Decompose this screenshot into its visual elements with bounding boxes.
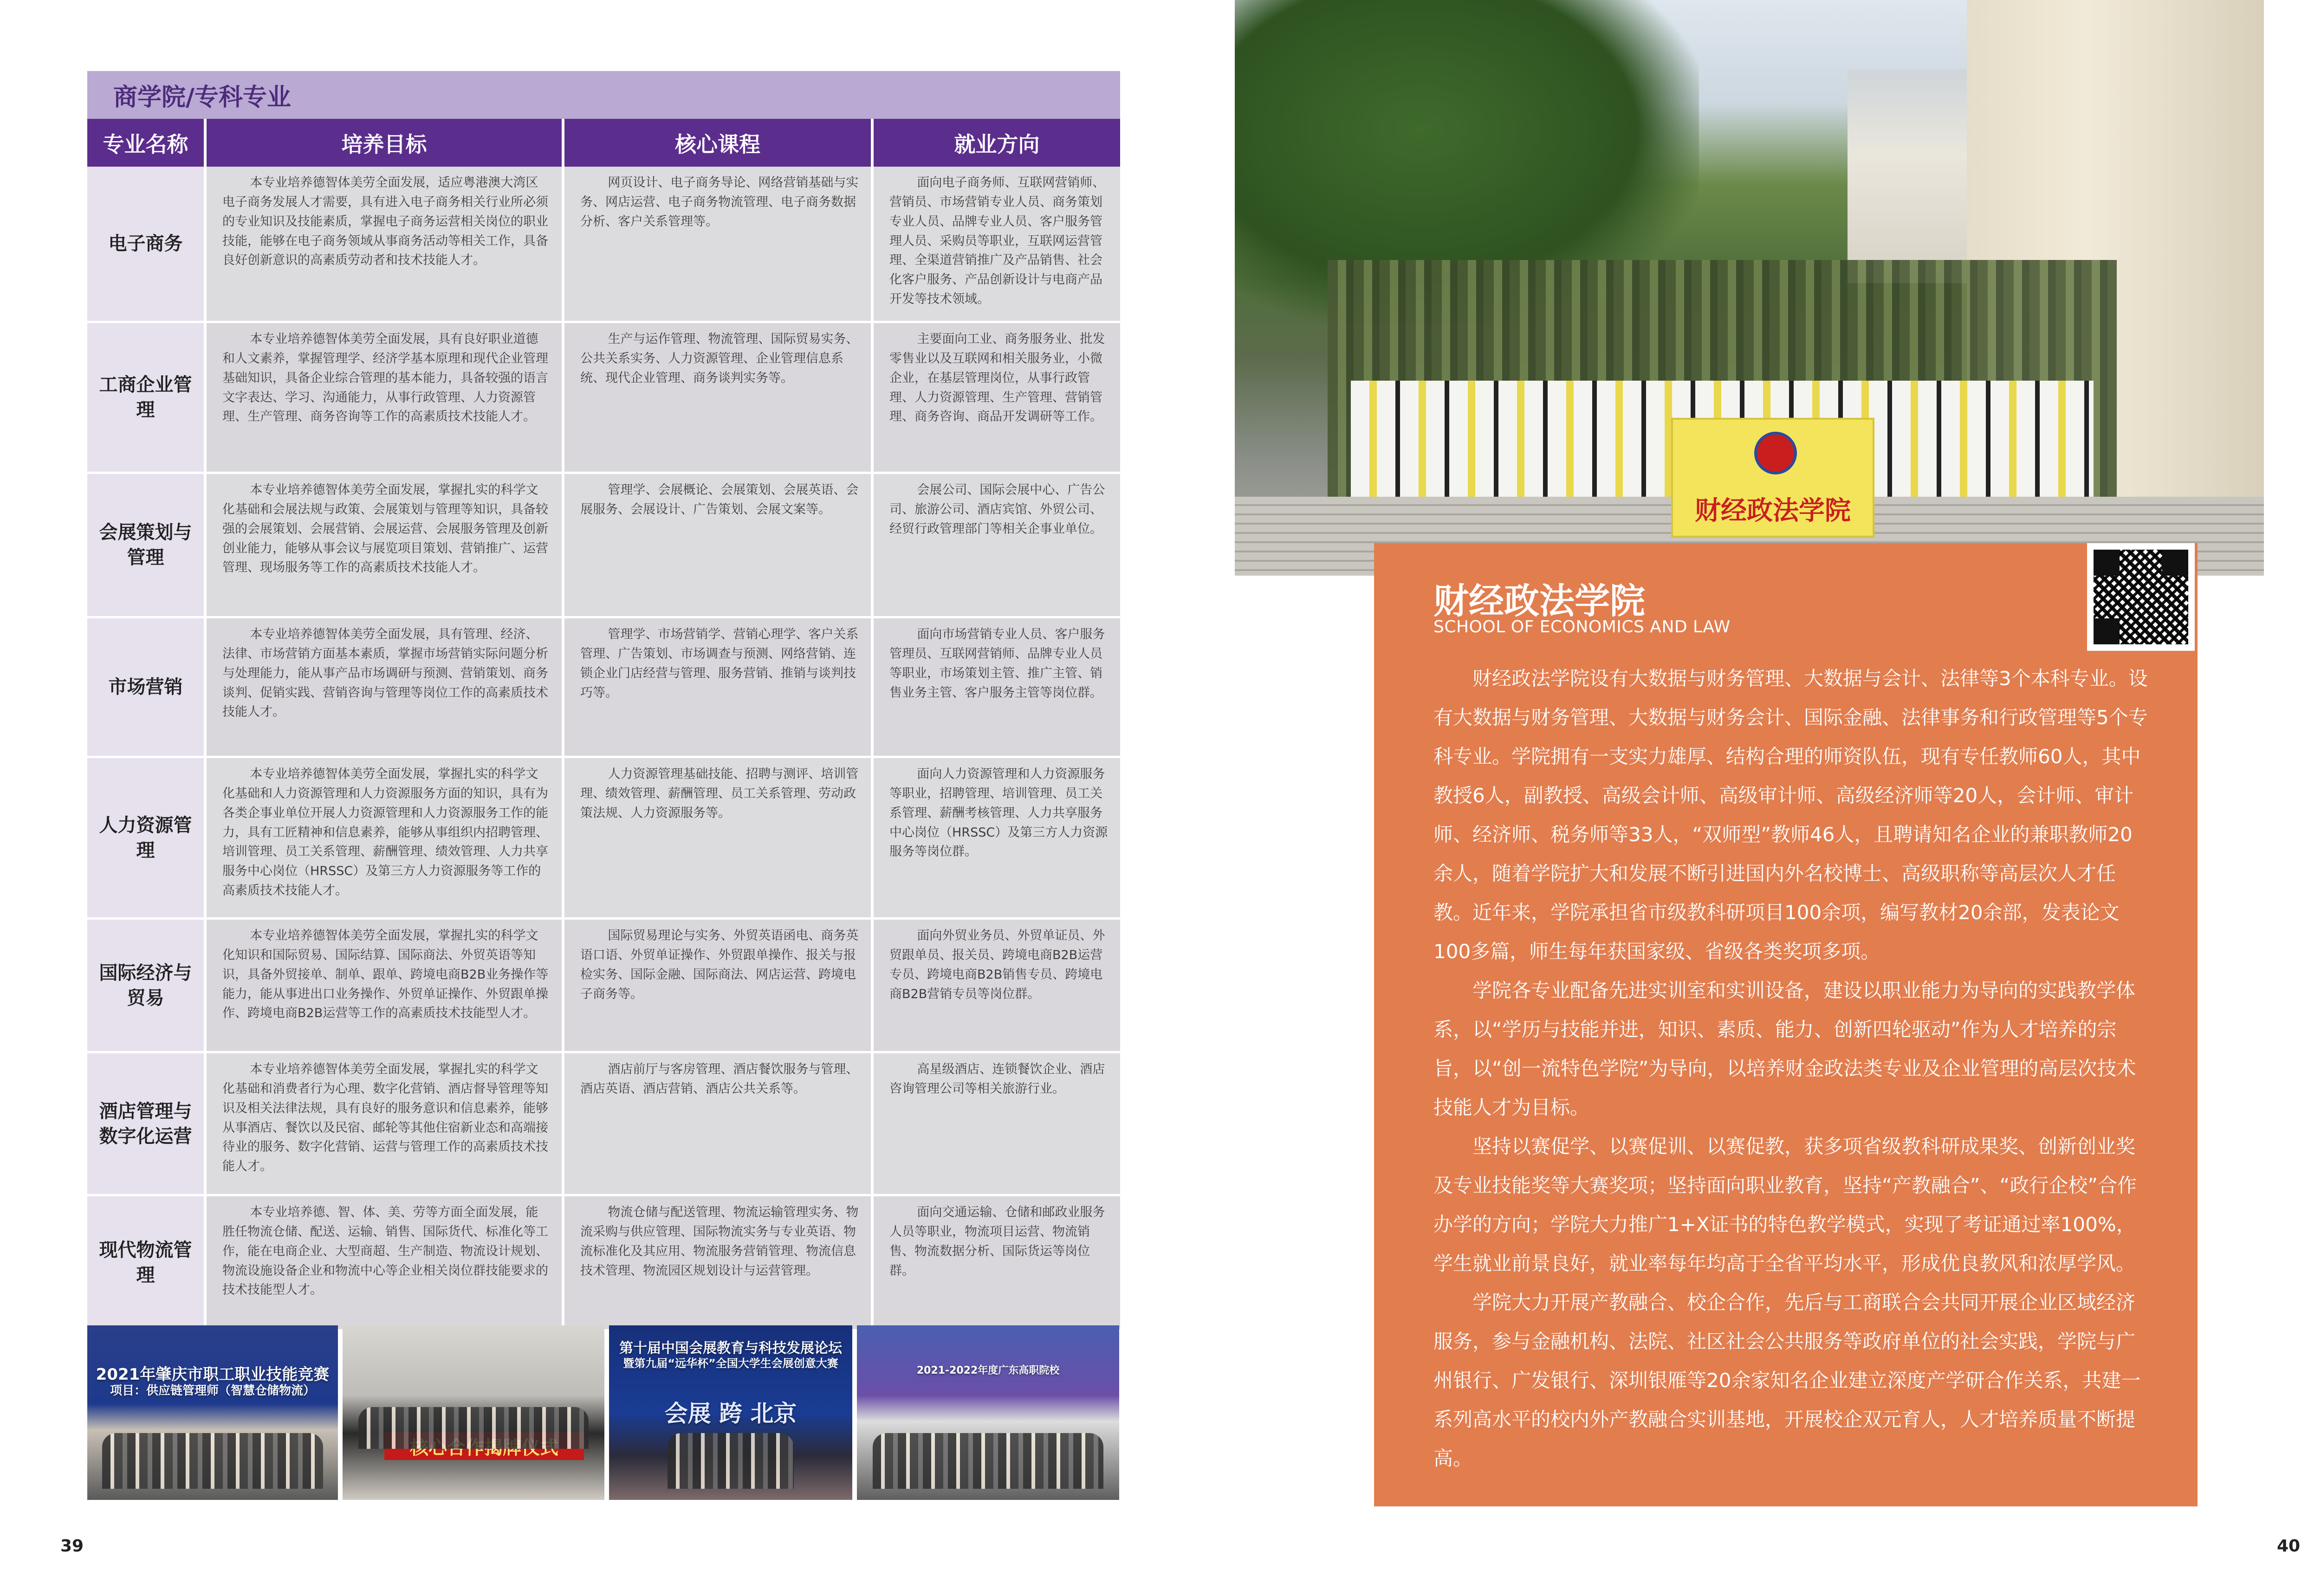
major-name: 酒店管理与数字化运营 [87,1053,207,1194]
career-direction: 面向人力资源管理和人力资源服务等职业，招聘管理、培训管理、员工关系管理、薪酬考核管理、人力共享服务中心岗位（HRSSC）及第三方人力资源服务等岗位群。 [874,758,1120,917]
training-goal: 本专业培养德智体美劳全面发展，具有良好职业道德和人文素养，掌握管理学、经济学基本原理和现代企业管理基础知识，具备企业综合管理的基本能力，具备较强的语言文字表达、学习、沟通能力，从事行政管理、人力资源管理、生产管理、商务咨询等工作的高素质技术技能人才。 [207,323,564,472]
core-courses: 酒店前厅与客房管理、酒店餐饮服务与管理、酒店英语、酒店营销、酒店公共关系等。 [564,1053,874,1194]
major-name: 市场营销 [87,618,207,756]
table-row [87,758,1120,920]
photo-skills-competition [87,1325,338,1500]
school-description [1433,659,2148,1478]
photo-group-event [857,1325,1119,1500]
table-row [87,323,1120,474]
photo-caption: 2021-2022年度广东高职院校 [916,1365,1060,1376]
training-goal: 本专业培养德智体美劳全面发展，掌握扎实的科学文化基础和会展法规与政策、会展策划与管理等知识，具备较强的会展策划、会展营销、会展运营、会展服务管理及创新创业能力，能够从事会议与展览项目策划、营销推广、运营管理、现场服务等工作的高素质技术技能人才。 [207,474,564,616]
paragraph: 学院大力开展产教融合、校企合作，先后与工商联合会共同开展企业区域经济服务，参与金融机构、法院、社区社会公共服务等政府单位的社会实践，学院与广州银行、广发银行、深圳银雁等20余家知名企业建立深度产学研合作关系，共建一系列高水平的校内外产教融合实训基地，开展校企双元育人，人才培养质量不断提高。 [1433,1291,2141,1470]
core-courses: 物流仓储与配送管理、物流运输管理实务、物流采购与供应管理、国际物流实务与专业英语、物流标准化及其应用、物流服务营销管理、物流信息技术管理、物流园区规划设计与运营管理。 [564,1196,874,1329]
table-row [87,920,1120,1053]
career-direction: 会展公司、国际会展中心、广告公司、旅游公司、酒店宾馆、外贸公司、经贸行政管理部门等相关企事业单位。 [874,474,1120,616]
people-group [873,1433,1103,1489]
training-goal: 本专业培养德智体美劳全面发展，掌握扎实的科学文化基础和人力资源管理和人力资源服务方面的知识，具有为各类企事业单位开展人力资源管理和人力资源服务工作的能力，具有工匠精神和信息素养，能够从事组织内招聘管理、培训管理、员工关系管理、薪酬管理、绩效管理、人力共享服务中心岗位（HRSSC）及第三方人力资源服务等工作的高素质技术技能人才。 [207,758,564,917]
page-number-left: 39 [60,1537,84,1556]
core-courses: 人力资源管理基础技能、招聘与测评、培训管理、绩效管理、薪酬管理、员工关系管理、劳动政策法规、人力资源服务等。 [564,758,874,917]
major-name: 会展策划与管理 [87,474,207,616]
school-title: 财经政法学院 [1433,580,1645,622]
people-group [668,1433,794,1489]
qr-code[interactable] [2087,543,2195,651]
training-goal: 本专业培养德智体美劳全面发展，适应粤港澳大湾区电子商务发展人才需要，具有进入电子商务相关行业所必须的专业知识及技能素质，掌握电子商务运营相关岗位的职业技能，能够在电子商务领域从事商务活动等相关工作，具备良好创新意识的高素质劳动者和技术技能人才。 [207,167,564,321]
qr-code-pattern [2094,550,2188,644]
photo-caption: 项目：供应链管理师（智慧仓储物流） [110,1384,315,1398]
major-name: 现代物流管理 [87,1196,207,1329]
training-goal: 本专业培养德智体美劳全面发展，掌握扎实的科学文化知识和国际贸易、国际结算、国际商法、外贸英语等知识，具备外贸接单、制单、跟单、跨境电商B2B业务操作等能力，能从事进出口业务操作、外贸单证操作、外贸跟单操作、跨境电商B2B运营等工作的高素质技术技能型人才。 [207,920,564,1051]
photo-caption: 暨第九届“远华杯”全国大学生会展创意大赛 [623,1357,838,1370]
school-flag [1671,418,1874,538]
paragraph: 坚持以赛促学、以赛促训、以赛促教，获多项省级教科研成果奖、创新创业奖及专业技能奖等大赛奖项；坚持面向职业教育，坚持“产教融合”、“政行企校”合作办学的方向；学院大力推广1+X证书的特色教学模式，实现了考证通过率100%，学生就业前景良好，就业率每年均高于全省平均水平，形成优良教风和浓厚学风。 [1433,1135,2137,1275]
major-name: 电子商务 [87,167,207,321]
career-direction: 高星级酒店、连锁餐饮企业、酒店咨询管理公司等相关旅游行业。 [874,1053,1120,1194]
people-group [358,1407,589,1449]
major-name: 人力资源管理 [87,758,207,917]
table-row [87,474,1120,618]
school-emblem-icon [1754,432,1797,474]
table-row [87,1053,1120,1196]
photo-caption: 2021年肇庆市职工职业技能竞赛 [96,1365,330,1384]
table-row [87,167,1120,323]
flag-text: 财经政法学院 [1695,496,1851,526]
core-courses: 管理学、会展概论、会展策划、会展英语、会展服务、会展设计、广告策划、会展文案等。 [564,474,874,616]
hero-photo [1235,0,2264,576]
core-courses: 管理学、市场营销学、营销心理学、客户关系管理、广告策划、市场调查与预测、网络营销、连锁企业门店经营与管理、服务营销、推销与谈判技巧等。 [564,618,874,756]
career-direction: 面向市场营销专业人员、客户服务管理员、互联网营销师、品牌专业人员等职业，市场策划主管、推广主管、销售业务主管、客户服务主管等岗位群。 [874,618,1120,756]
career-direction: 面向外贸业务员、外贸单证员、外贸跟单员、报关员、跨境电商B2B运营专员、跨境电商B2B销售专员、跨境电商B2B营销专员等岗位群。 [874,920,1120,1051]
career-direction: 主要面向工业、商务服务业、批发零售业以及互联网和相关服务业，小微企业，在基层管理岗位，从事行政管理、人力资源管理、生产管理、营销管理、商务咨询、商品开发调研等工作。 [874,323,1120,472]
paragraph: 财经政法学院设有大数据与财务管理、大数据与会计、法律等3个本科专业。设有大数据与财务管理、大数据与财务会计、国际金融、法律事务和行政管理等5个专科专业。学院拥有一支实力雄厚、结构合理的师资队伍，现有专任教师60人，其中教授6人，副教授、高级会计师、高级审计师、高级经济师等20人，会计师、审计师、经济师、税务师等33人，“双师型”教师46人，且聘请知名企业的兼职教师20余人，随着学院扩大和发展不断引进国内外名校博士、高级职称等高层次人才任教。近年来，学院承担省市级教科研项目100余项，编写教材20余部，发表论文100多篇，师生每年获国家级、省级各类奖项多项。 [1433,667,2148,963]
people-group [102,1433,323,1489]
school-intro-panel [1374,543,2198,1506]
header-career-direction: 就业方向 [874,119,1120,167]
core-courses: 国际贸易理论与实务、外贸英语函电、商务英语口语、外贸单证操作、外贸跟单操作、报关与报检实务、国际金融、国际商法、网店运营、跨境电子商务等。 [564,920,874,1051]
career-direction: 面向电子商务师、互联网营销师、营销员、市场营销专业人员、商务策划专业人员、品牌专业人员、客户服务管理人员、采购员等职业，互联网运营管理、全渠道营销推广及产品销售、社会化客户服务、产品创新设计与电商产品开发等技术领域。 [874,167,1120,321]
page-number-right: 40 [2277,1537,2301,1556]
photo-strip [87,1325,1120,1500]
major-name: 国际经济与贸易 [87,920,207,1051]
training-goal: 本专业培养德、智、体、美、劳等方面全面发展，能胜任物流仓储、配送、运输、销售、国际货代、标准化等工作，能在电商企业、大型商超、生产制造、物流设计规划、物流设施设备企业和物流中心等企业相关岗位群技能要求的技术技能型人才。 [207,1196,564,1329]
table-row [87,1196,1120,1331]
section-title-bar [87,71,1120,119]
core-courses: 网页设计、电子商务导论、网络营销基础与实务、网店运营、电子商务物流管理、电子商务数据分析、客户关系管理等。 [564,167,874,321]
header-major-name: 专业名称 [87,119,207,167]
major-name: 工商企业管理 [87,323,207,472]
majors-table [87,119,1120,1331]
header-training-goal: 培养目标 [207,119,564,167]
career-direction: 面向交通运输、仓储和邮政业服务人员等职业，物流项目运营、物流销售、物流数据分析、国际货运等岗位群。 [874,1196,1120,1329]
photo-exhibition-forum [609,1325,852,1500]
table-row [87,618,1120,758]
photo-caption: 第十届中国会展教育与科技发展论坛 [619,1340,842,1356]
section-title: 商学院/专科专业 [113,84,291,111]
school-subtitle: SCHOOL OF ECONOMICS AND LAW [1433,617,1731,636]
core-courses: 生产与运作管理、物流管理、国际贸易实务、公共关系实务、人力资源管理、企业管理信息系统、现代企业管理、商务谈判实务等。 [564,323,874,472]
paragraph: 学院各专业配备先进实训室和实训设备，建设以职业能力为导向的实践教学体系，以“学历与技能并进，知识、素质、能力、创新四轮驱动”作为人才培养的宗旨，以“创一流特色学院”为导向，以培养财金政法类专业及企业管理的高层次技术技能人才为目标。 [1433,979,2136,1119]
table-header [87,119,1120,167]
photo-cooperation-ceremony [343,1325,604,1500]
photo-caption: 会展 跨 北京 [664,1400,797,1427]
training-goal: 本专业培养德智体美劳全面发展，掌握扎实的科学文化基础和消费者行为心理、数字化营销、酒店督导管理等知识及相关法律法规，具有良好的服务意识和信息素养，能够从事酒店、餐饮以及民宿、邮轮等其他住宿新业态和高端接待业的服务、数字化营销、运营与管理工作的高素质技术技能人才。 [207,1053,564,1194]
header-core-courses: 核心课程 [564,119,874,167]
training-goal: 本专业培养德智体美劳全面发展，具有管理、经济、法律、市场营销方面基本素质，掌握市场营销实际问题分析与处理能力，能从事产品市场调研与预测、营销策划、商务谈判、促销实践、营销咨询与管理等岗位工作的高素质技术技能人才。 [207,618,564,756]
